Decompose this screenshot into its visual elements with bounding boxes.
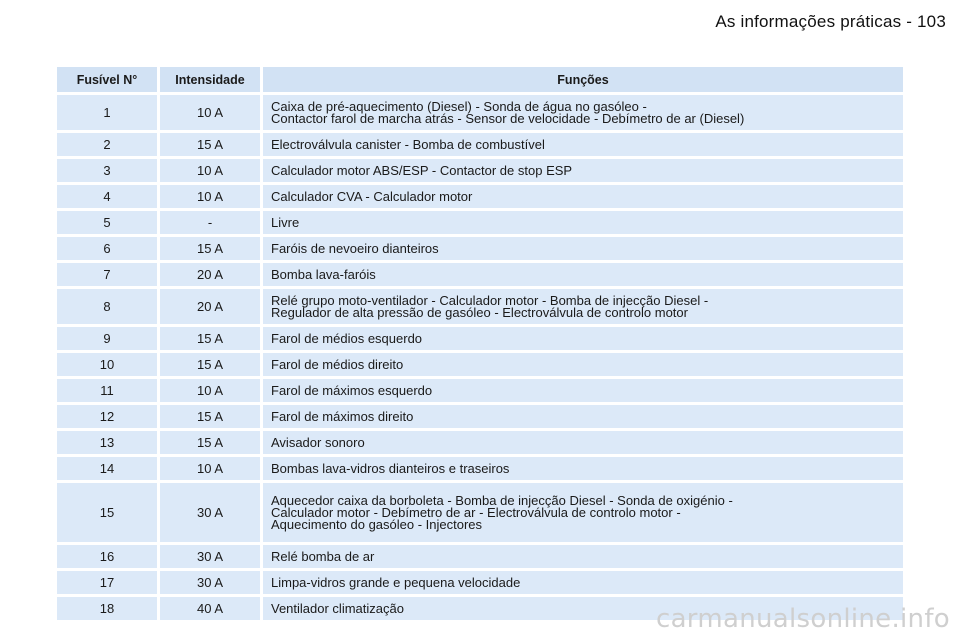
fuse-intensity: 10 A — [160, 457, 260, 480]
fuse-intensity: 15 A — [160, 431, 260, 454]
fuse-functions — [263, 545, 903, 568]
fuse-intensity: - — [160, 211, 260, 234]
fuse-intensity: 15 A — [160, 405, 260, 428]
table-row — [57, 379, 903, 402]
function-line: Avisador sonoro — [271, 434, 365, 450]
fuse-number: 17 — [57, 571, 157, 594]
fuse-number: 14 — [57, 457, 157, 480]
table-row — [57, 95, 903, 130]
fuse-functions — [263, 571, 903, 594]
function-line: Regulador de alta pressão de gasóleo - Electroválvula de controlo motor — [271, 304, 688, 320]
function-line: Ventilador climatização — [271, 600, 404, 616]
fuse-functions — [263, 263, 903, 286]
fuse-functions — [263, 185, 903, 208]
fuse-intensity: 15 A — [160, 353, 260, 376]
fuse-intensity: 10 A — [160, 379, 260, 402]
fuse-number: 13 — [57, 431, 157, 454]
fuse-intensity: 20 A — [160, 289, 260, 324]
fuse-number: 10 — [57, 353, 157, 376]
fuse-number: 9 — [57, 327, 157, 350]
fuse-intensity: 15 A — [160, 133, 260, 156]
fuse-functions — [263, 95, 903, 130]
table-row — [57, 571, 903, 594]
fuse-intensity: 40 A — [160, 597, 260, 620]
function-line: Farol de máximos esquerdo — [271, 382, 433, 398]
function-line: Livre — [271, 214, 300, 230]
fuse-intensity: 10 A — [160, 185, 260, 208]
table-row — [57, 159, 903, 182]
function-line: Bombas lava-vidros dianteiros e traseiros — [271, 460, 510, 476]
fuse-intensity: 30 A — [160, 571, 260, 594]
table-row — [57, 353, 903, 376]
column-header-intensity: Intensidade — [160, 67, 260, 92]
fuse-intensity: 15 A — [160, 237, 260, 260]
fuse-number: 6 — [57, 237, 157, 260]
function-line: Caixa de pré-aquecimento (Diesel) - Sonda de água no gasóleo - — [271, 98, 647, 114]
function-line: Calculador motor ABS/ESP - Contactor de stop ESP — [271, 162, 573, 178]
fuse-table — [57, 67, 903, 623]
function-line: Farol de máximos direito — [271, 408, 414, 424]
fuse-functions — [263, 289, 903, 324]
function-line: Faróis de nevoeiro dianteiros — [271, 240, 439, 256]
fuse-number: 7 — [57, 263, 157, 286]
table-row — [57, 327, 903, 350]
fuse-functions — [263, 159, 903, 182]
table-row — [57, 431, 903, 454]
function-line: Calculador motor - Debímetro de ar - Electroválvula de controlo motor - — [271, 504, 681, 520]
fuse-number: 4 — [57, 185, 157, 208]
fuse-functions — [263, 379, 903, 402]
fuse-functions — [263, 483, 903, 542]
fuse-functions — [263, 211, 903, 234]
fuse-intensity: 30 A — [160, 483, 260, 542]
function-line: Contactor farol de marcha atrás - Sensor de velocidade - Debímetro de ar (Diesel) — [271, 110, 745, 126]
fuse-number: 1 — [57, 95, 157, 130]
function-line: Aquecedor caixa da borboleta - Bomba de injecção Diesel - Sonda de oxigénio - — [271, 492, 733, 508]
function-line: Bomba lava-faróis — [271, 266, 376, 282]
fuse-number: 12 — [57, 405, 157, 428]
table-row — [57, 289, 903, 324]
function-line: Aquecimento do gasóleo - Injectores — [271, 516, 483, 532]
table-row — [57, 133, 903, 156]
fuse-functions — [263, 133, 903, 156]
fuse-number: 5 — [57, 211, 157, 234]
page-title: As informações práticas - 103 — [715, 12, 946, 31]
fuse-number: 15 — [57, 483, 157, 542]
fuse-intensity: 30 A — [160, 545, 260, 568]
table-row — [57, 237, 903, 260]
table-row — [57, 185, 903, 208]
function-line: Farol de médios esquerdo — [271, 330, 423, 346]
function-line: Relé bomba de ar — [271, 548, 375, 564]
function-line: Electroválvula canister - Bomba de combustível — [271, 136, 545, 152]
fuse-functions — [263, 327, 903, 350]
function-line: Calculador CVA - Calculador motor — [271, 188, 473, 204]
fuse-number: 11 — [57, 379, 157, 402]
fuse-number: 3 — [57, 159, 157, 182]
table-row — [57, 483, 903, 542]
fuse-number: 16 — [57, 545, 157, 568]
table-row — [57, 211, 903, 234]
fuse-number: 2 — [57, 133, 157, 156]
function-line: Farol de médios direito — [271, 356, 404, 372]
fuse-functions — [263, 353, 903, 376]
fuse-functions — [263, 457, 903, 480]
table-body — [57, 95, 903, 620]
fuse-functions — [263, 405, 903, 428]
fuse-number: 8 — [57, 289, 157, 324]
table-row — [57, 545, 903, 568]
fuse-intensity: 10 A — [160, 95, 260, 130]
column-header-fuse-number: Fusível N° — [57, 67, 157, 92]
fuse-functions — [263, 237, 903, 260]
table-row — [57, 263, 903, 286]
table-row — [57, 457, 903, 480]
fuse-number: 18 — [57, 597, 157, 620]
table-header-row — [57, 67, 903, 92]
function-line: Limpa-vidros grande e pequena velocidade — [271, 574, 521, 590]
fuse-functions — [263, 431, 903, 454]
table-row — [57, 405, 903, 428]
watermark: carmanualsonline.info — [655, 604, 950, 634]
column-header-functions: Funções — [263, 67, 903, 92]
function-line: Relé grupo moto-ventilador - Calculador motor - Bomba de injecção Diesel - — [271, 292, 709, 308]
fuse-intensity: 10 A — [160, 159, 260, 182]
fuse-intensity: 20 A — [160, 263, 260, 286]
fuse-intensity: 15 A — [160, 327, 260, 350]
